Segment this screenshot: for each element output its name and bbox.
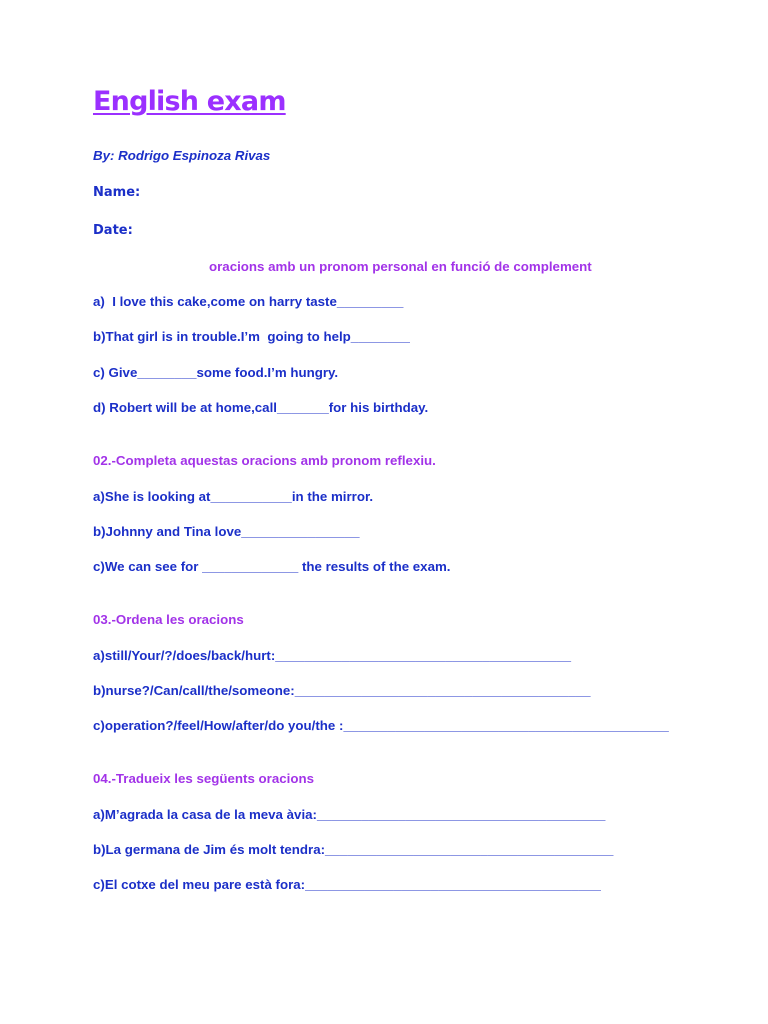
exercise-item: b)That girl is in trouble.I’m going to help________	[93, 329, 410, 344]
exercise-item: a) I love this cake,come on harry taste_________	[93, 294, 404, 309]
exercise-item: a)still/Your/?/does/back/hurt:________________________________________	[93, 648, 572, 663]
section-4-heading: 04.-Tradueix les següents oracions	[93, 771, 314, 786]
exercise-item: d) Robert will be at home,call_______for his birthday.	[93, 400, 429, 415]
exercise-item: c) Give________some food.I’m hungry.	[93, 365, 339, 380]
section-1-heading: oracions amb un pronom personal en funció de complement	[209, 259, 592, 274]
exercise-item: b)nurse?/Can/call/the/someone:________________________________________	[93, 683, 591, 698]
exercise-item: b)La germana de Jim és molt tendra:_______________________________________	[93, 842, 614, 857]
name-label: Name:	[93, 185, 141, 200]
exercise-item: c)El cotxe del meu pare està fora:________________________________________	[93, 877, 601, 892]
exercise-item: c)We can see for _____________ the results of the exam.	[93, 559, 451, 574]
section-2-heading: 02.-Completa aquestas oracions amb pronom reflexiu.	[93, 453, 436, 468]
page-title: English exam	[93, 86, 286, 117]
exercise-item: a)M’agrada la casa de la meva àvia:_______________________________________	[93, 807, 606, 822]
section-3-heading: 03.-Ordena les oracions	[93, 612, 244, 627]
exercise-item: b)Johnny and Tina love________________	[93, 524, 360, 539]
date-label: Date:	[93, 223, 133, 238]
exercise-item: a)She is looking at___________in the mirror.	[93, 489, 374, 504]
author-line: By: Rodrigo Espinoza Rivas	[93, 148, 271, 163]
exercise-item: c)operation?/feel/How/after/do you/the :____________________________________________	[93, 718, 669, 733]
